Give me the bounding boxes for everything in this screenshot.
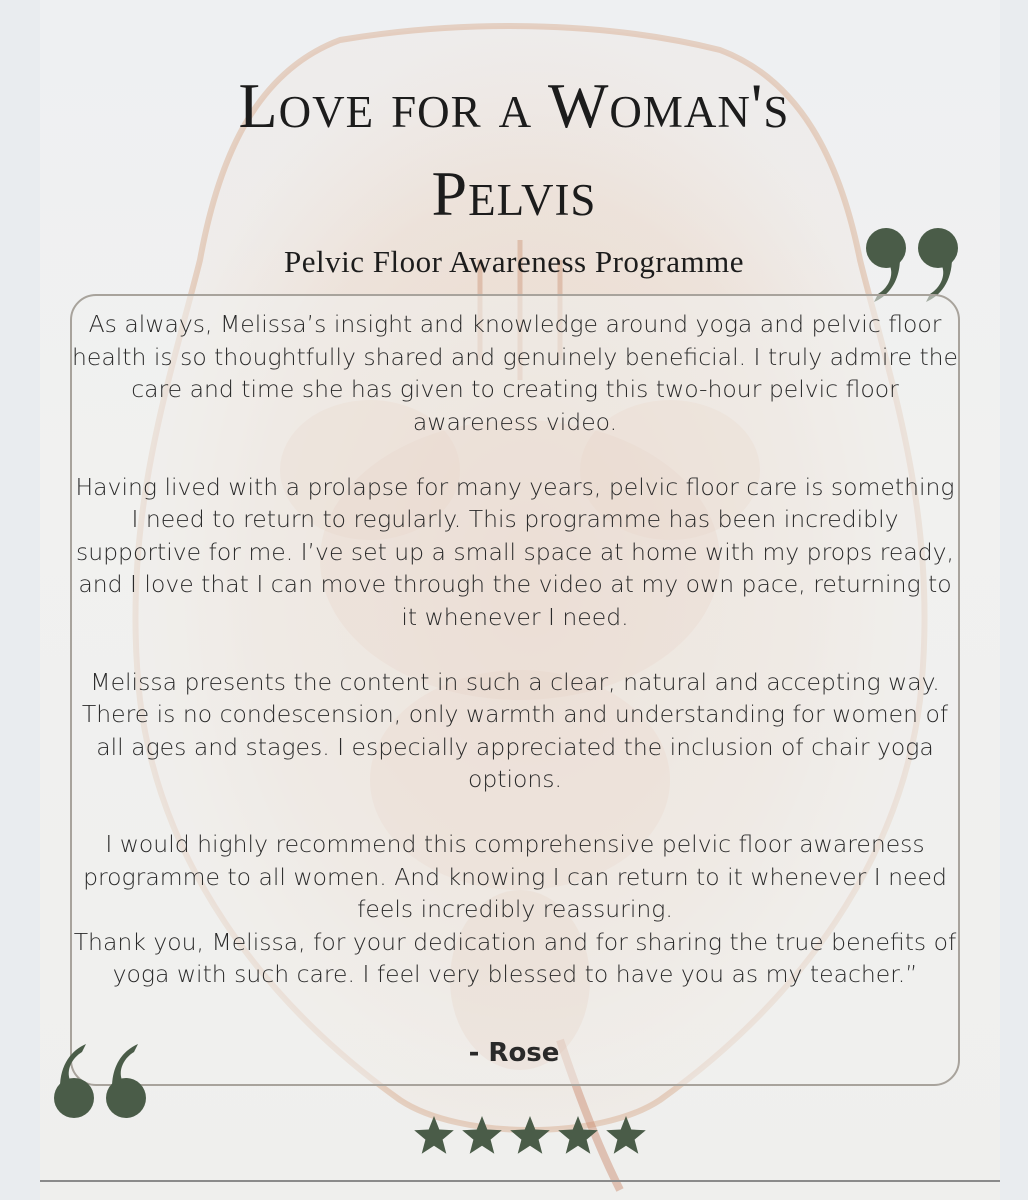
testimonial-text (70, 308, 960, 991)
testimonial-paragraph: As always, Melissa’s insight and knowledge around yoga and pelvic floor health is so thoughtfully shared and genuinely beneficial. I truly admire the care and time she has given to creating this two-hour pelvic floor awareness video. (71, 310, 959, 436)
testimonial-paragraph: Melissa presents the content in such a clear, natural and accepting way. There is no condescension, only warmth and understanding for women of all ages and stages. I especially appreciated the inclusion of chair yoga options. (81, 667, 949, 793)
page-subtitle: Pelvic Floor Awareness Programme (284, 244, 744, 279)
star-icon (604, 1114, 648, 1156)
page-title-line-2: Pelvis (431, 158, 597, 229)
star-icon (508, 1114, 552, 1156)
star-icon (556, 1114, 600, 1156)
star-icon (460, 1114, 504, 1156)
star-rating (412, 1114, 652, 1156)
testimonial-paragraph: Thank you, Melissa, for your dedication and for sharing the true benefits of yoga with such care. I feel very blessed to have you as my teacher.” (73, 927, 957, 988)
testimonial-paragraph: I would highly recommend this comprehensive pelvic floor awareness programme to all women. And knowing I can return to it whenever I need feels incredibly reassuring. (83, 830, 947, 923)
testimonial-paragraph: Having lived with a prolapse for many years, pelvic floor care is something I need to return to regularly. This programme has been incredibly supportive for me. I’ve set up a small space at home with my props ready, and I love that I can move through the video at my own pace, returning to it whenever I need. (75, 472, 955, 631)
bottom-divider (40, 1180, 1000, 1182)
open-quote-icon (42, 1040, 152, 1124)
testimonial-author: - Rose (468, 1038, 560, 1068)
star-icon (412, 1114, 456, 1156)
page-title-line-1: Love for a Woman's (238, 70, 790, 141)
